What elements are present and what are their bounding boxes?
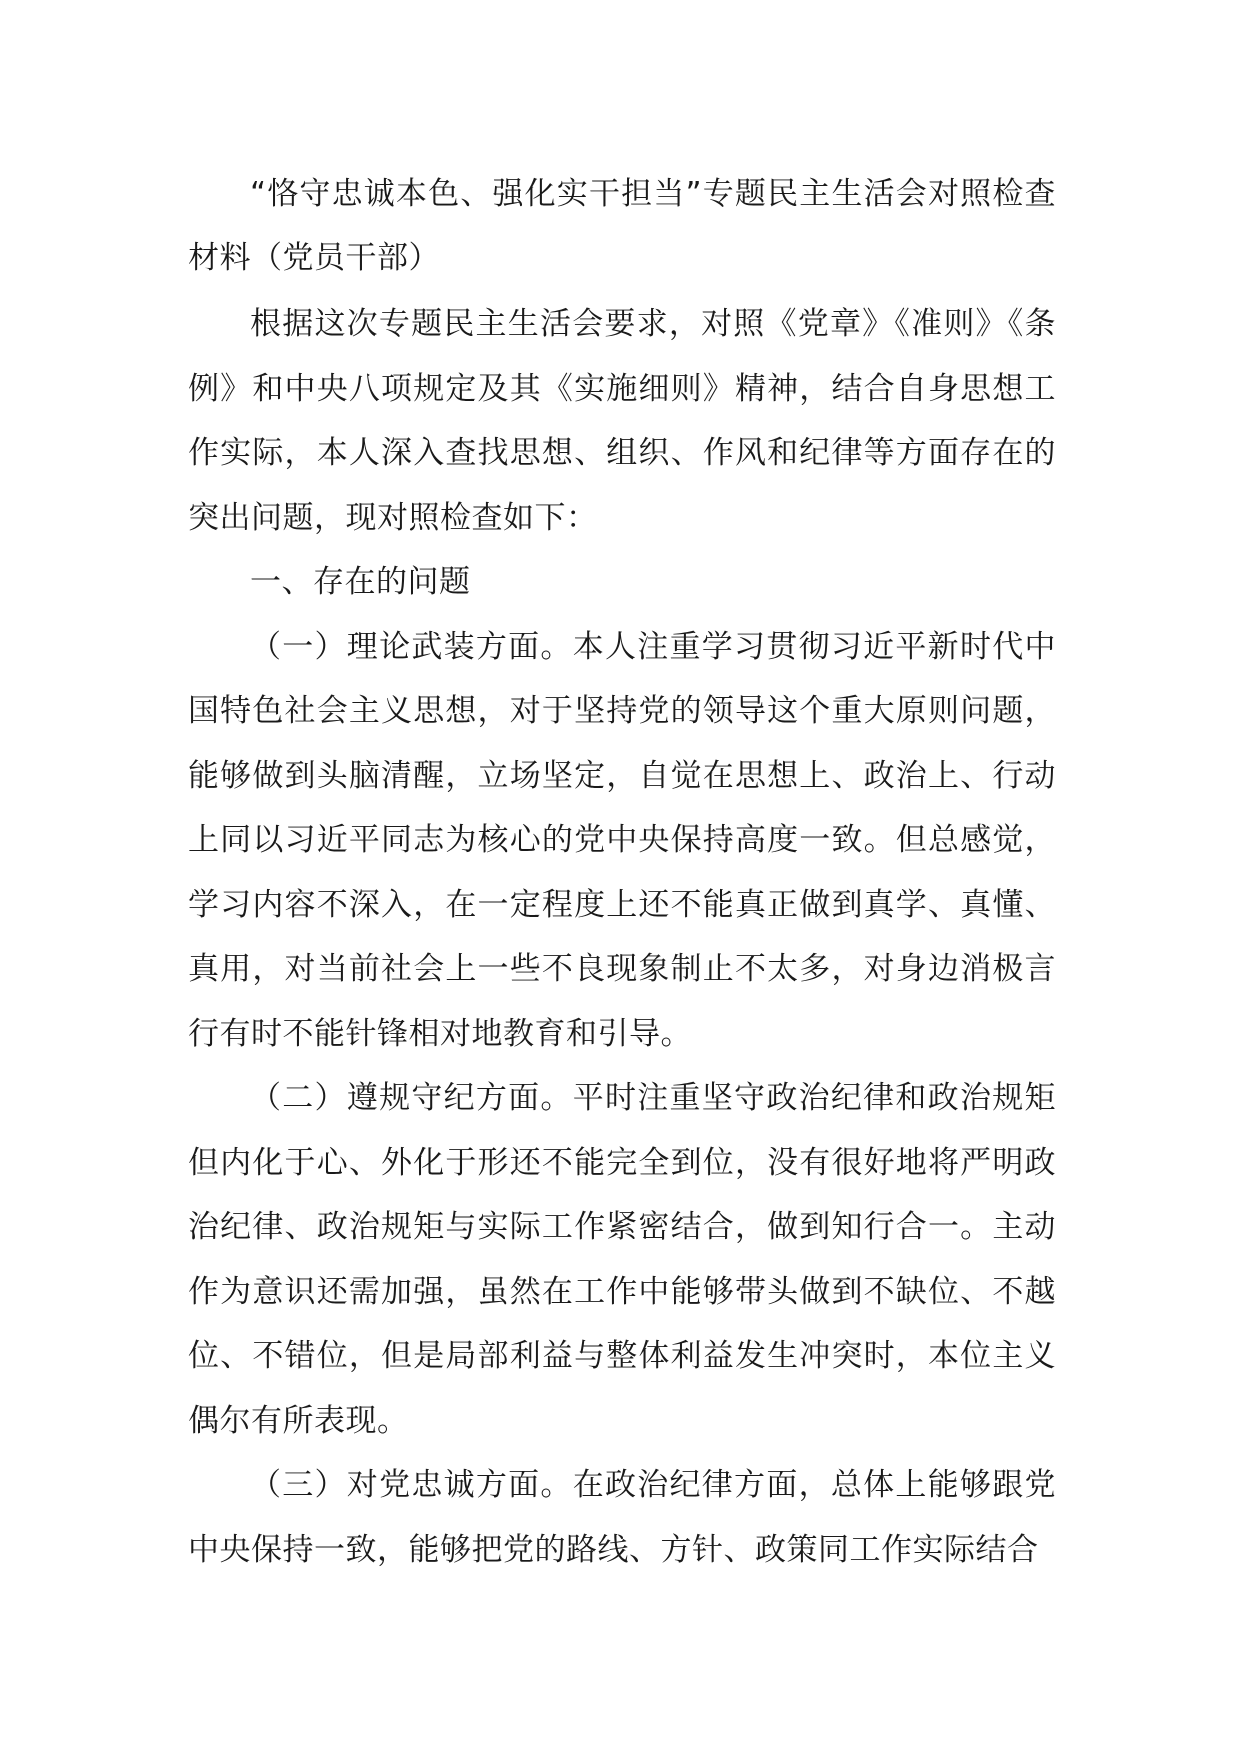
paragraph-loyalty: （三）对党忠诚方面。在政治纪律方面，总体上能够跟党中央保持一致，能够把党的路线、方针、政策同工作实际结合 <box>188 1467 1056 1568</box>
paragraph-theory: （一）理论武装方面。本人注重学习贯彻习近平新时代中国特色社会主义思想，对于坚持党的领导这个重大原则问题，能够做到头脑清醒，立场坚定，自觉在思想上、政治上、行动上同以习近平同志为核心的党中央保持高度一致。但总感觉，学习内容不深入，在一定程度上还不能真正做到真学、真懂、真用，对当前社会上一些不良现象制止不太多，对身边消极言行有时不能针锋相对地教育和引导。 <box>188 628 1056 1052</box>
document-body <box>188 162 1056 1582</box>
document-title: “恪守忠诚本色、强化实干担当”专题民主生活会对照检查材料（党员干部） <box>188 176 1056 276</box>
intro-paragraph: 根据这次专题民主生活会要求，对照《党章》《准则》《条例》和中央八项规定及其《实施细则》精神，结合自身思想工作实际，本人深入查找思想、组织、作风和纪律等方面存在的突出问题，现对照检查如下： <box>188 306 1056 536</box>
paragraph-discipline: （二）遵规守纪方面。平时注重坚守政治纪律和政治规矩但内化于心、外化于形还不能完全到位，没有很好地将严明政治纪律、政治规矩与实际工作紧密结合，做到知行合一。主动作为意识还需加强，虽然在工作中能够带头做到不缺位、不越位、不错位，但是局部利益与整体利益发生冲突时，本位主义偶尔有所表现。 <box>188 1080 1056 1439</box>
section-heading: 一、存在的问题 <box>250 564 471 600</box>
